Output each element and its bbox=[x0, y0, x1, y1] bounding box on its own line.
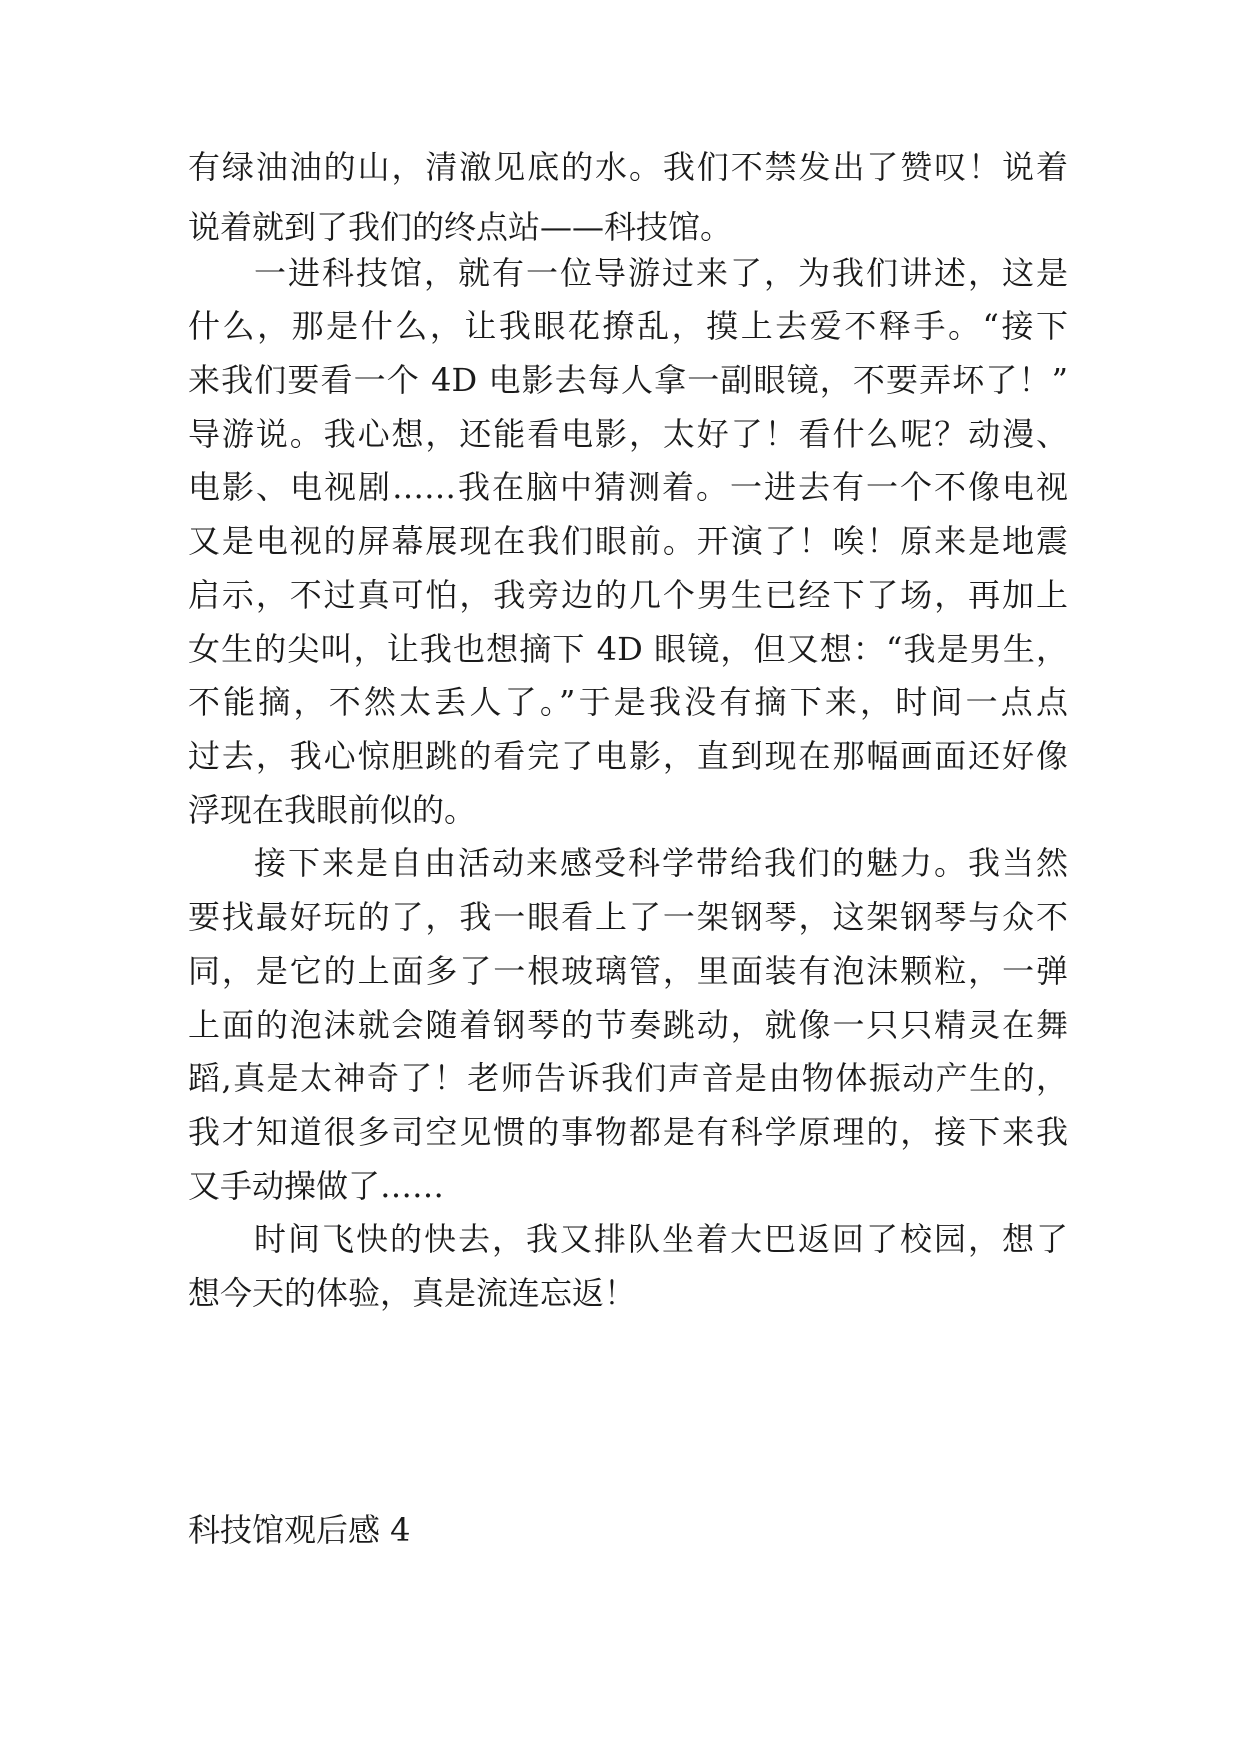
text-line: 要找最好玩的了，我一眼看上了一架钢琴，这架钢琴与众不 bbox=[188, 898, 1068, 936]
text-line: 什么，那是什么，让我眼花撩乱，摸上去爱不释手。“接下 bbox=[188, 307, 1068, 345]
text-line: 蹈,真是太神奇了！老师告诉我们声音是由物体振动产生的， bbox=[188, 1059, 1068, 1097]
text-line: 上面的泡沫就会随着钢琴的节奏跳动，就像一只只精灵在舞 bbox=[188, 1006, 1068, 1044]
text-line: 来我们要看一个 4D 电影去每人拿一副眼镜，不要弄坏了！” bbox=[188, 361, 1068, 399]
text-line: 导游说。我心想，还能看电影，太好了！看什么呢？动漫、 bbox=[188, 415, 1068, 453]
text-line: 接下来是自由活动来感受科学带给我们的魅力。我当然 bbox=[254, 844, 1068, 882]
text-line: 过去，我心惊胆跳的看完了电影，直到现在那幅画面还好像 bbox=[188, 737, 1068, 775]
text-line: 浮现在我眼前似的。 bbox=[188, 791, 477, 829]
text-line: 说着就到了我们的终点站——科技馆。 bbox=[188, 208, 733, 246]
text-line: 又手动操做了…… bbox=[188, 1167, 445, 1205]
text-line: 同，是它的上面多了一根玻璃管，里面装有泡沫颗粒，一弹 bbox=[188, 952, 1068, 990]
text-line: 女生的尖叫，让我也想摘下 4D 眼镜，但又想：“我是男生， bbox=[188, 630, 1068, 668]
text-line: 不能摘，不然太丢人了。”于是我没有摘下来，时间一点点 bbox=[188, 683, 1068, 721]
text-line: 有绿油油的山，清澈见底的水。我们不禁发出了赞叹！说着 bbox=[188, 148, 1068, 186]
text-line: 一进科技馆，就有一位导游过来了，为我们讲述，这是 bbox=[254, 254, 1068, 292]
text-line: 电影、电视剧……我在脑中猜测着。一进去有一个不像电视 bbox=[188, 468, 1068, 506]
text-line: 启示，不过真可怕，我旁边的几个男生已经下了场，再加上 bbox=[188, 576, 1068, 614]
text-line: 又是电视的屏幕展现在我们眼前。开演了！唉！原来是地震 bbox=[188, 522, 1068, 560]
section-heading: 科技馆观后感 4 bbox=[188, 1511, 411, 1549]
text-line: 我才知道很多司空见惯的事物都是有科学原理的，接下来我 bbox=[188, 1113, 1068, 1151]
text-line: 时间飞快的快去，我又排队坐着大巴返回了校园，想了 bbox=[254, 1220, 1068, 1258]
text-line: 想今天的体验，真是流连忘返！ bbox=[188, 1274, 637, 1312]
